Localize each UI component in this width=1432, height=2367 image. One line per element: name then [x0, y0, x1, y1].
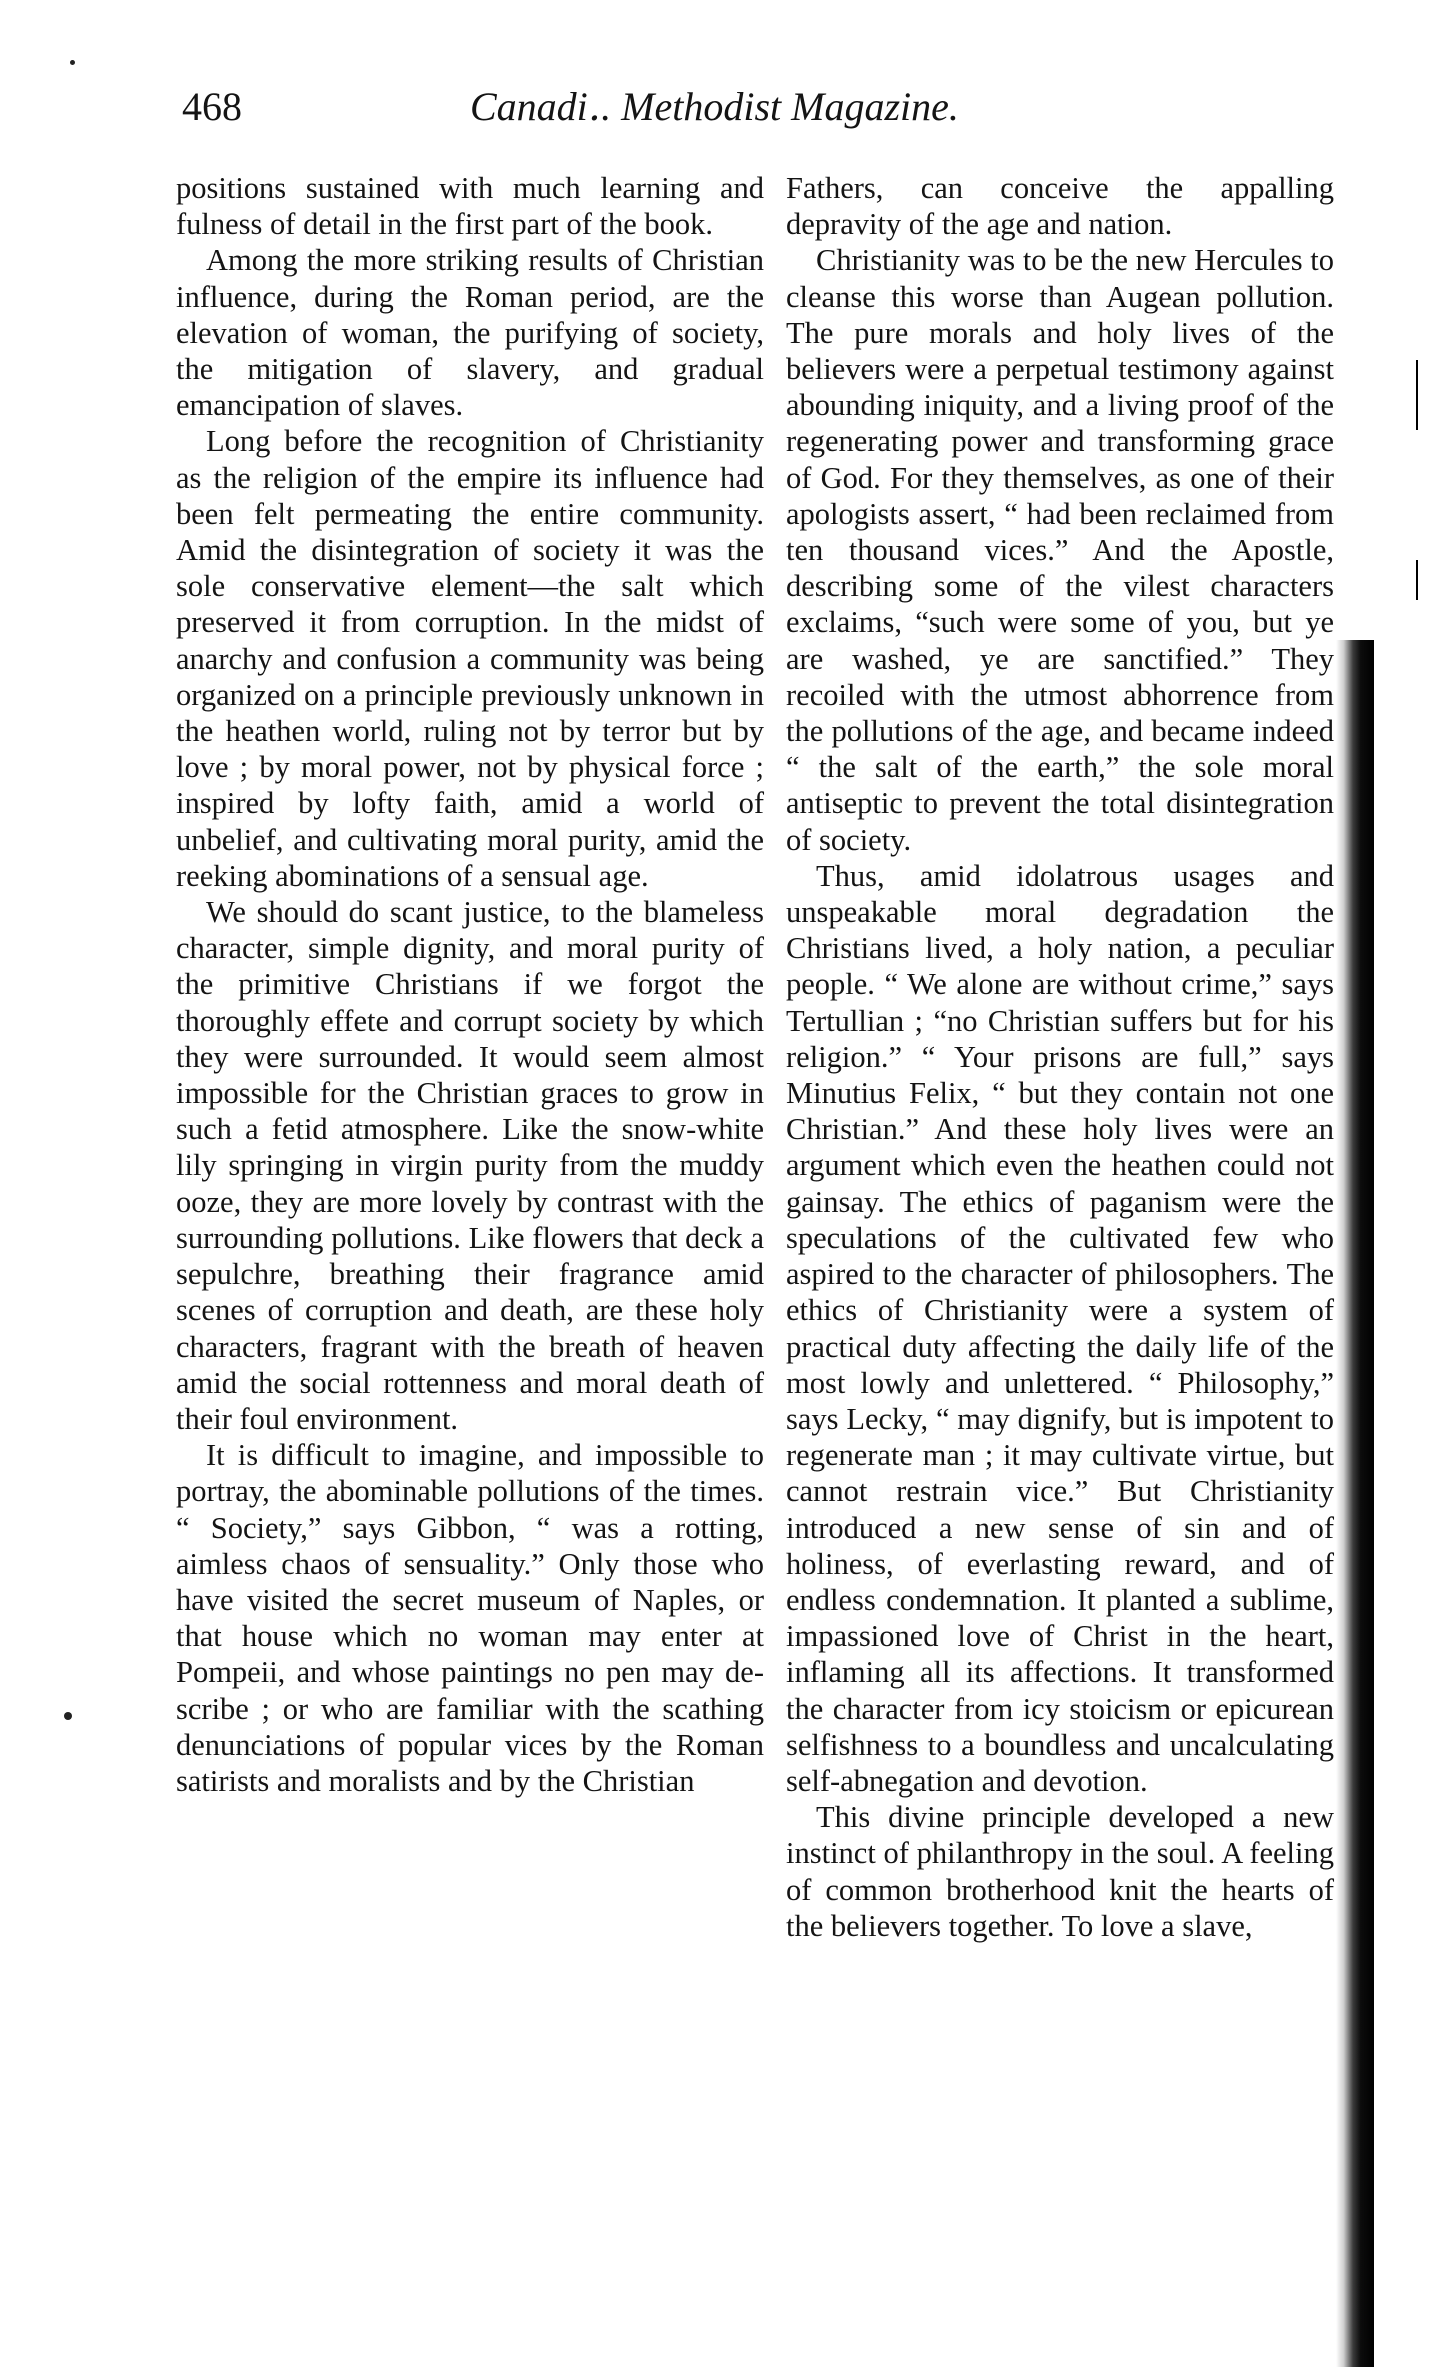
paragraph: Christianity was to be the new Hercules to cleanse this worse than Augean pollution. The pure morals and holy lives of the believers were a perpetual testimony against abounding iniquity, and a living proof of the regenerating power and transforming grace of God. For they themselves, as one of their apologists assert, “ had been reclaimed from ten thousand vices.” And the Apostle, describing some of the vilest characters exclaims, “such were some of you, but ye are washed, ye are sanctified.” They recoiled with the utmost abhorrence from the pollutions of the age, and became indeed “ the salt of the earth,” the sole moral antiseptic to prevent the total disintegration of society.	[786, 243, 1334, 857]
paragraph: We should do scant justice, to the blameless character, simple dignity, and moral purity of the primitive Christians if we forgot the thoroughly effete and corrupt society by which they were surrounded. It would seem almost impossible for the Christian graces to grow in such a fetid atmosphere. Like the snow-white lily springing in virgin purity from the muddy ooze, they are more lovely by contrast with the surrounding pollutions. Like flowers that deck a sepulchre, breathing their fragrance amid scenes of corruption and death, are these holy characters, fragrant with the breath of heaven amid the social rottenness and moral death of their foul environment.	[176, 895, 764, 1436]
paragraph: positions sustained with much learning and fulness of detail in the first part of the book.	[176, 171, 764, 242]
paragraph: Long before the recognition of Christianity as the religion of the empire its influence had been felt permeating the entire community. Amid the disintegration of society it was the sole conservative element—the salt which preserved it from corruption. In the midst of anarchy and confusion a community was being organized on a principle previously unknown in the heathen world, ruling not by terror but by love ; by moral power, not by physical force ; inspired by lofty faith, amid a world of unbelief, and cultivating moral purity, amid the reeking abominations of a sensual age.	[176, 424, 764, 893]
page-header	[0, 72, 1432, 142]
left-column	[176, 170, 764, 1799]
paragraph: This divine principle developed a new instinct of philanthropy in the soul. A feeling of common brotherhood knit the hearts of the believers together. To love a slave,	[786, 1800, 1334, 1943]
scan-edge-mark	[1416, 360, 1418, 430]
paragraph: It is difficult to imagine, and impossible to portray, the abominable pollutions of the times. “ Society,” says Gibbon, “ was a rotting, aimless chaos of sensuality.” Only those who have visited the secret museum of Naples, or that house which no woman may enter at Pompeii, and whose paintings no pen may describe ; or who are familiar with the scathing denunciations of popular vices by the Roman satirists and moralists and by the Christian	[176, 1438, 764, 1798]
running-title: Canadi․. Methodist Magazine.	[470, 84, 959, 129]
scan-binding-shadow	[1336, 640, 1374, 2367]
right-column	[786, 170, 1334, 1944]
page-number: 468	[182, 84, 242, 129]
scan-speck	[64, 1712, 72, 1720]
scan-edge-mark	[1416, 560, 1418, 600]
paragraph: Fathers, can conceive the appalling depravity of the age and nation.	[786, 171, 1334, 242]
paragraph: Among the more striking results of Christian influence, during the Roman period, are the elevation of woman, the purifying of society, the mitigation of slavery, and gradual emancipation of slaves.	[176, 243, 764, 423]
paragraph: Thus, amid idolatrous usages and unspeakable moral degradation the Christians lived, a holy nation, a peculiar people. “ We alone are without crime,” says Tertullian ; “no Christian suffers but for his religion.” “ Your prisons are full,” says Minutius Felix, “ but they contain not one Christian.” And these holy lives were an argument which even the heathen could not gainsay. The ethics of paganism were the speculations of the cultivated few who aspired to the character of philosophers. The ethics of Christianity were a system of practical duty affecting the daily life of the most lowly and unlettered. “ Philosophy,” says Lecky, “ may dignify, but is impotent to regenerate man ; it may cultivate virtue, but cannot restrain vice.” But Christianity introduced a new sense of sin and of holiness, of everlasting reward, and of endless condemnation. It planted a sublime, impassioned love of Christ in the heart, inflaming all its affections. It transformed the character from icy stoicism or epicurean selfishness to a boundless and uncalculating self-abnegation and devotion.	[786, 858, 1334, 1798]
scan-speck	[70, 60, 75, 65]
